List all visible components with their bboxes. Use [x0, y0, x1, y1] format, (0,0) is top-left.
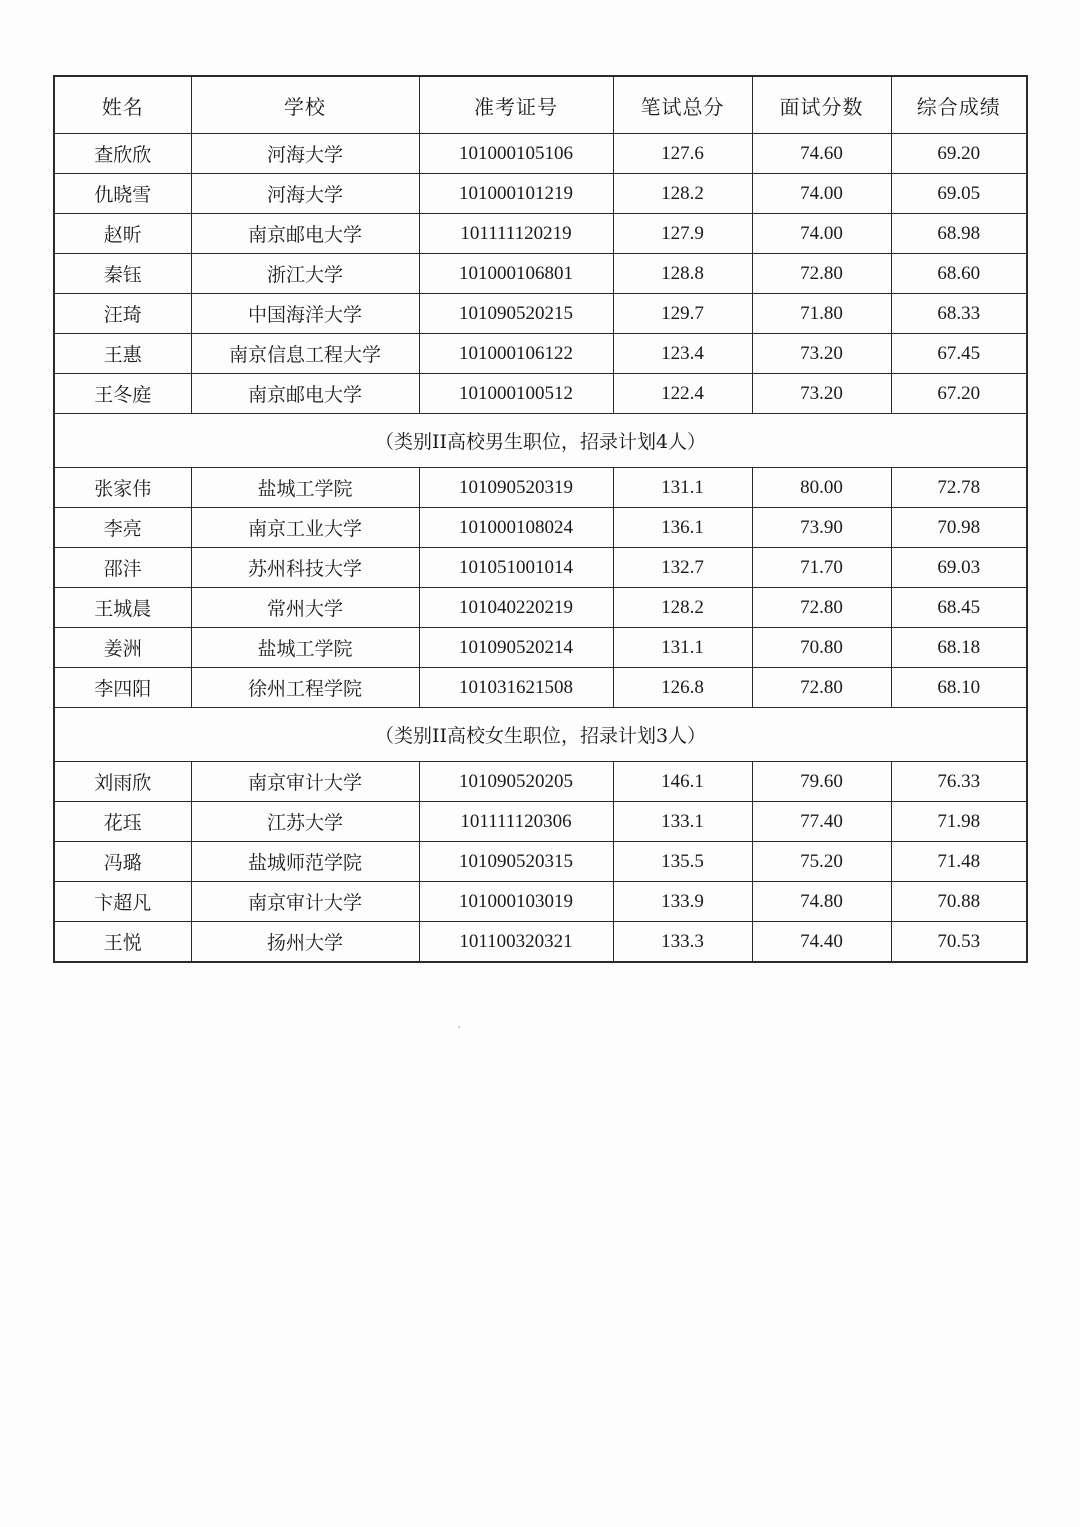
cell-interview-score: 72.80: [752, 254, 891, 294]
table-row: [54, 214, 1027, 254]
table-row: [54, 762, 1027, 802]
header-name: 姓名: [54, 76, 191, 134]
cell-name: 邵沣: [54, 548, 191, 588]
cell-total-score: 69.20: [891, 134, 1027, 174]
cell-total-score: 68.98: [891, 214, 1027, 254]
cell-school: 浙江大学: [191, 254, 419, 294]
cell-total-score: 67.45: [891, 334, 1027, 374]
cell-interview-score: 72.80: [752, 668, 891, 708]
cell-name: 王惠: [54, 334, 191, 374]
cell-name: 王悦: [54, 922, 191, 963]
cell-exam-id: 101090520215: [419, 294, 613, 334]
cell-name: 查欣欣: [54, 134, 191, 174]
table-row: [54, 882, 1027, 922]
header-exam-id: 准考证号: [419, 76, 613, 134]
cell-written-score: 128.2: [613, 588, 752, 628]
cell-name: 姜洲: [54, 628, 191, 668]
header-row: [54, 76, 1027, 134]
cell-written-score: 123.4: [613, 334, 752, 374]
cell-exam-id: 101090520319: [419, 468, 613, 508]
cell-written-score: 133.3: [613, 922, 752, 963]
cell-total-score: 70.88: [891, 882, 1027, 922]
table-row: [54, 374, 1027, 414]
cell-total-score: 68.18: [891, 628, 1027, 668]
cell-written-score: 127.9: [613, 214, 752, 254]
cell-exam-id: 101090520315: [419, 842, 613, 882]
table-row: [54, 668, 1027, 708]
cell-name: 仇晓雪: [54, 174, 191, 214]
table-header: [54, 76, 1027, 134]
section-title: （类别II高校女生职位，招录计划3人）: [54, 708, 1027, 762]
cell-school: 盐城工学院: [191, 628, 419, 668]
cell-exam-id: 101040220219: [419, 588, 613, 628]
cell-school: 常州大学: [191, 588, 419, 628]
cell-school: 徐州工程学院: [191, 668, 419, 708]
cell-interview-score: 72.80: [752, 588, 891, 628]
cell-exam-id: 101051001014: [419, 548, 613, 588]
header-interview-score: 面试分数: [752, 76, 891, 134]
cell-name: 秦钰: [54, 254, 191, 294]
cell-total-score: 67.20: [891, 374, 1027, 414]
table-row: [54, 548, 1027, 588]
cell-interview-score: 71.80: [752, 294, 891, 334]
cell-total-score: 68.45: [891, 588, 1027, 628]
cell-name: 花珏: [54, 802, 191, 842]
cell-exam-id: 101031621508: [419, 668, 613, 708]
cell-name: 李四阳: [54, 668, 191, 708]
cell-written-score: 133.9: [613, 882, 752, 922]
cell-written-score: 132.7: [613, 548, 752, 588]
cell-school: 扬州大学: [191, 922, 419, 963]
cell-total-score: 72.78: [891, 468, 1027, 508]
cell-written-score: 122.4: [613, 374, 752, 414]
cell-interview-score: 75.20: [752, 842, 891, 882]
cell-written-score: 135.5: [613, 842, 752, 882]
cell-interview-score: 74.00: [752, 214, 891, 254]
cell-total-score: 70.53: [891, 922, 1027, 963]
cell-exam-id: 101000108024: [419, 508, 613, 548]
table-row: [54, 922, 1027, 963]
cell-exam-id: 101111120219: [419, 214, 613, 254]
cell-school: 河海大学: [191, 134, 419, 174]
cell-total-score: 71.98: [891, 802, 1027, 842]
cell-written-score: 129.7: [613, 294, 752, 334]
cell-exam-id: 101000106122: [419, 334, 613, 374]
cell-written-score: 127.6: [613, 134, 752, 174]
cell-interview-score: 80.00: [752, 468, 891, 508]
cell-written-score: 133.1: [613, 802, 752, 842]
cell-total-score: 68.10: [891, 668, 1027, 708]
cell-school: 苏州科技大学: [191, 548, 419, 588]
cell-interview-score: 77.40: [752, 802, 891, 842]
cell-written-score: 128.8: [613, 254, 752, 294]
table-row: [54, 294, 1027, 334]
cell-interview-score: 73.20: [752, 374, 891, 414]
cell-written-score: 146.1: [613, 762, 752, 802]
table-row: [54, 588, 1027, 628]
cell-total-score: 76.33: [891, 762, 1027, 802]
section-row: [54, 708, 1027, 762]
cell-interview-score: 74.40: [752, 922, 891, 963]
cell-name: 刘雨欣: [54, 762, 191, 802]
cell-exam-id: 101000106801: [419, 254, 613, 294]
cell-exam-id: 101000105106: [419, 134, 613, 174]
cell-interview-score: 74.80: [752, 882, 891, 922]
header-school: 学校: [191, 76, 419, 134]
cell-total-score: 68.60: [891, 254, 1027, 294]
cell-total-score: 69.03: [891, 548, 1027, 588]
cell-school: 江苏大学: [191, 802, 419, 842]
cell-written-score: 126.8: [613, 668, 752, 708]
scan-speck: [458, 1026, 460, 1028]
table-row: [54, 254, 1027, 294]
table-row: [54, 842, 1027, 882]
table-body: [54, 134, 1027, 963]
cell-total-score: 70.98: [891, 508, 1027, 548]
cell-name: 王冬庭: [54, 374, 191, 414]
cell-school: 河海大学: [191, 174, 419, 214]
cell-school: 盐城工学院: [191, 468, 419, 508]
cell-school: 南京邮电大学: [191, 374, 419, 414]
cell-total-score: 68.33: [891, 294, 1027, 334]
cell-school: 南京审计大学: [191, 762, 419, 802]
cell-exam-id: 101000103019: [419, 882, 613, 922]
cell-interview-score: 74.60: [752, 134, 891, 174]
cell-interview-score: 74.00: [752, 174, 891, 214]
table-row: [54, 334, 1027, 374]
cell-school: 南京邮电大学: [191, 214, 419, 254]
cell-school: 中国海洋大学: [191, 294, 419, 334]
cell-school: 南京审计大学: [191, 882, 419, 922]
score-table: [53, 75, 1028, 963]
header-total-score: 综合成绩: [891, 76, 1027, 134]
cell-written-score: 131.1: [613, 468, 752, 508]
cell-name: 汪琦: [54, 294, 191, 334]
cell-total-score: 69.05: [891, 174, 1027, 214]
table-row: [54, 174, 1027, 214]
cell-exam-id: 101090520214: [419, 628, 613, 668]
cell-written-score: 128.2: [613, 174, 752, 214]
cell-interview-score: 70.80: [752, 628, 891, 668]
cell-exam-id: 101111120306: [419, 802, 613, 842]
table-row: [54, 508, 1027, 548]
cell-name: 李亮: [54, 508, 191, 548]
cell-name: 张家伟: [54, 468, 191, 508]
cell-school: 南京信息工程大学: [191, 334, 419, 374]
header-written-score: 笔试总分: [613, 76, 752, 134]
cell-total-score: 71.48: [891, 842, 1027, 882]
section-row: [54, 414, 1027, 468]
table-row: [54, 802, 1027, 842]
cell-interview-score: 73.90: [752, 508, 891, 548]
cell-exam-id: 101000100512: [419, 374, 613, 414]
cell-name: 冯璐: [54, 842, 191, 882]
cell-written-score: 131.1: [613, 628, 752, 668]
section-title: （类别II高校男生职位，招录计划4人）: [54, 414, 1027, 468]
cell-interview-score: 73.20: [752, 334, 891, 374]
table-row: [54, 134, 1027, 174]
cell-name: 卞超凡: [54, 882, 191, 922]
cell-interview-score: 79.60: [752, 762, 891, 802]
cell-name: 王城晨: [54, 588, 191, 628]
table-row: [54, 628, 1027, 668]
cell-name: 赵昕: [54, 214, 191, 254]
cell-exam-id: 101000101219: [419, 174, 613, 214]
cell-written-score: 136.1: [613, 508, 752, 548]
table-row: [54, 468, 1027, 508]
cell-interview-score: 71.70: [752, 548, 891, 588]
cell-school: 南京工业大学: [191, 508, 419, 548]
cell-exam-id: 101090520205: [419, 762, 613, 802]
cell-exam-id: 101100320321: [419, 922, 613, 963]
cell-school: 盐城师范学院: [191, 842, 419, 882]
